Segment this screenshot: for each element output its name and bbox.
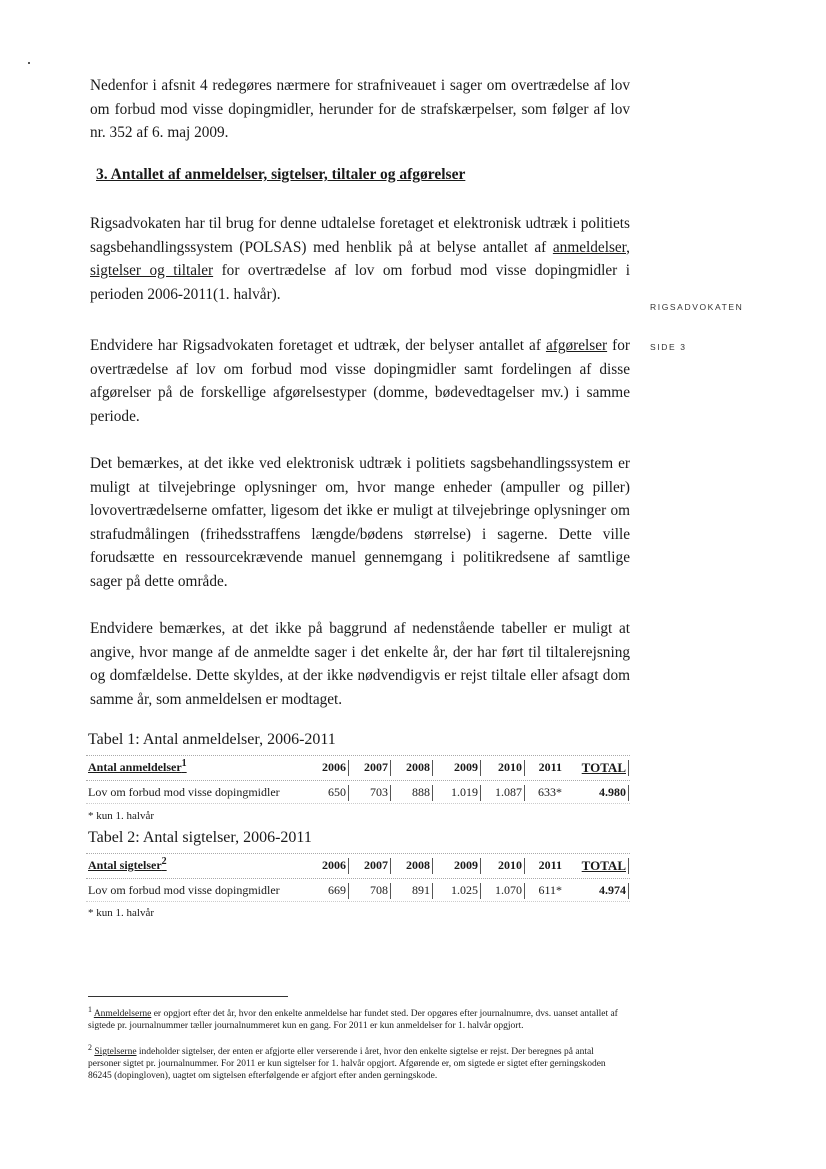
- table2-cell: 891: [392, 883, 433, 899]
- footnote-1-text: er opgjort efter det år, hvor den enkelte anmeldelse har fundet sted. Der opgøres efter journalnumre, dvs. uanset antallet af sigtede pr. journalnummer tæller journalnummeret kun en gang. For 2011 er kun anmeldelser for 1. halvår opgjort.: [88, 1009, 618, 1032]
- table-row: [86, 781, 630, 804]
- table1-cell: 1.087: [484, 785, 525, 801]
- table-row: [86, 879, 630, 902]
- footnote-1: [88, 1004, 628, 1032]
- paragraph-decisions: [90, 334, 630, 428]
- footnote-2-term: Sigtelserne: [94, 1047, 137, 1058]
- table2-note: * kun 1. halvår: [88, 907, 154, 919]
- paragraph-intro: Nedenfor i afsnit 4 redegøres nærmere for strafniveauet i sager om overtrædelse af lov om forbud mod visse dopingmidler, herunder for de strafskærpelser, som følger af lov nr. 352 af 6. maj 2009.: [90, 77, 630, 141]
- table1-header-label-text: Antal anmeldelser: [88, 760, 182, 774]
- table2-year: 2010: [484, 858, 525, 874]
- table1-year: 2009: [440, 760, 481, 776]
- table1: [86, 755, 630, 804]
- table1-cell: 650: [308, 785, 349, 801]
- paragraph-decisions-text-b: for overtrædelse af lov om forbud mod visse dopingmidler samt fordelingen af disse afgørelser på de forskellige afgørelsestyper (domme, bødevedtagelser mv.) i samme periode.: [90, 337, 630, 425]
- table2-year: 2006: [308, 858, 349, 874]
- table2-cell: 708: [350, 883, 391, 899]
- table1-cell: 1.019: [440, 785, 481, 801]
- paragraph-extract: [90, 212, 630, 306]
- table2-header-label: [88, 856, 167, 873]
- side-org-label: RIGSADVOKATEN: [650, 302, 744, 312]
- table2: [86, 853, 630, 902]
- footnote-divider: [88, 996, 288, 997]
- footnote-2: [88, 1042, 628, 1082]
- table1-year: 2007: [350, 760, 391, 776]
- table2-year: 2008: [392, 858, 433, 874]
- table1-header-row: [86, 755, 630, 781]
- paragraph-extract-underlined: anmeldelser, sigtelser og tiltaler: [90, 238, 630, 279]
- paragraph-extract-text-a: Rigsadvokaten har til brug for denne udtalelse foretaget et elektronisk udtræk i politiets sagsbehandlingssystem (POLSAS) med henblik på at belyse antallet af: [90, 215, 630, 256]
- paragraph-decisions-text-a: Endvidere har Rigsadvokaten foretaget et udtræk, der belyser antallet af: [90, 337, 546, 354]
- table1-caption: Tabel 1: Antal anmeldelser, 2006-2011: [88, 731, 336, 748]
- table2-cell: 669: [308, 883, 349, 899]
- section-heading: 3. Antallet af anmeldelser, sigtelser, tiltaler og afgørelser: [96, 166, 466, 183]
- table2-year: 2009: [440, 858, 481, 874]
- table2-cell: 1.070: [484, 883, 525, 899]
- table1-year: 2010: [484, 760, 525, 776]
- table1-note: * kun 1. halvår: [88, 810, 154, 822]
- paragraph-decisions-underlined: afgørelser: [545, 337, 608, 354]
- footnote-1-term: Anmeldelserne: [93, 1009, 152, 1020]
- table1-cell: 888: [392, 785, 433, 801]
- table1-total-cell: 4.980: [574, 785, 629, 801]
- table1-cell: 703: [350, 785, 391, 801]
- table1-year: 2006: [308, 760, 349, 776]
- footnote-ref-2: 2: [161, 856, 167, 867]
- footnote-ref-1: 1: [181, 758, 187, 769]
- table2-year: 2011: [538, 858, 562, 872]
- table2-cell: 611*: [538, 883, 562, 897]
- paragraph-note-tables: Endvidere bemærkes, at det ikke på baggrund af nedenstående tabeller er muligt at angive, hvor mange af de anmeldte sager i det enkelte år, der har ført til tiltalerejsning og domfældelse. Dette skyldes, at der ikke nødvendigvis er rejst tiltale eller afsagt dom samme år, som anmeldelsen er modtaget.: [90, 620, 630, 708]
- scan-speck: [28, 62, 30, 64]
- side-page-label: SIDE 3: [650, 342, 687, 352]
- table2-year: 2007: [350, 858, 391, 874]
- table1-year: 2008: [392, 760, 433, 776]
- paragraph-extract-text-b: for overtrædelse af lov om forbud mod visse dopingmidler i perioden 2006-2011(1. halvår).: [90, 262, 630, 303]
- table2-row-label: Lov om forbud mod visse dopingmidler: [88, 883, 280, 897]
- table1-header-label: [88, 758, 187, 775]
- paragraph-note-extract: Det bemærkes, at det ikke ved elektronisk udtræk i politiets sagsbehandlingssystem er muligt at tilvejebringe oplysninger om, hvor mange enheder (ampuller og piller) lovovertrædelserne omfatter, ligesom det ikke er muligt at tilvejebringe oplysninger om strafudmålingen (frihedsstraffens længde/bødens størrelse) i sagerne. Dette ville forudsætte en ressourcekrævende manuel gennemgang i politikredsene af samtlige sager på dette område.: [90, 455, 630, 590]
- table2-caption: Tabel 2: Antal sigtelser, 2006-2011: [88, 829, 312, 846]
- table2-header-row: [86, 853, 630, 879]
- footnote-1-number: 1: [88, 1005, 92, 1014]
- table1-year: 2011: [538, 760, 562, 774]
- table2-total-header: TOTAL: [574, 858, 629, 874]
- table1-cell: 633*: [538, 785, 562, 799]
- table1-total-header: TOTAL: [574, 760, 629, 776]
- table2-cell: 1.025: [440, 883, 481, 899]
- footnote-2-text: indeholder sigtelser, der enten er afgjorte eller verserende i året, hvor den enkelte sigtelse er rejst. Der beregnes på antal personer sigtet pr. journalnummer. For 2011 er kun sigtelser for 1. halvår opgjort. Afgørende er, om sigtede er sigtet efter gerningskoden 86245 (dopingloven), uagtet om sigtelsen efterfølgende er afgjort efter anden gerningskode.: [88, 1047, 606, 1082]
- table2-header-label-text: Antal sigtelser: [88, 858, 162, 872]
- footnote-2-number: 2: [88, 1043, 92, 1052]
- table1-row-label: Lov om forbud mod visse dopingmidler: [88, 785, 280, 799]
- table2-total-cell: 4.974: [574, 883, 629, 899]
